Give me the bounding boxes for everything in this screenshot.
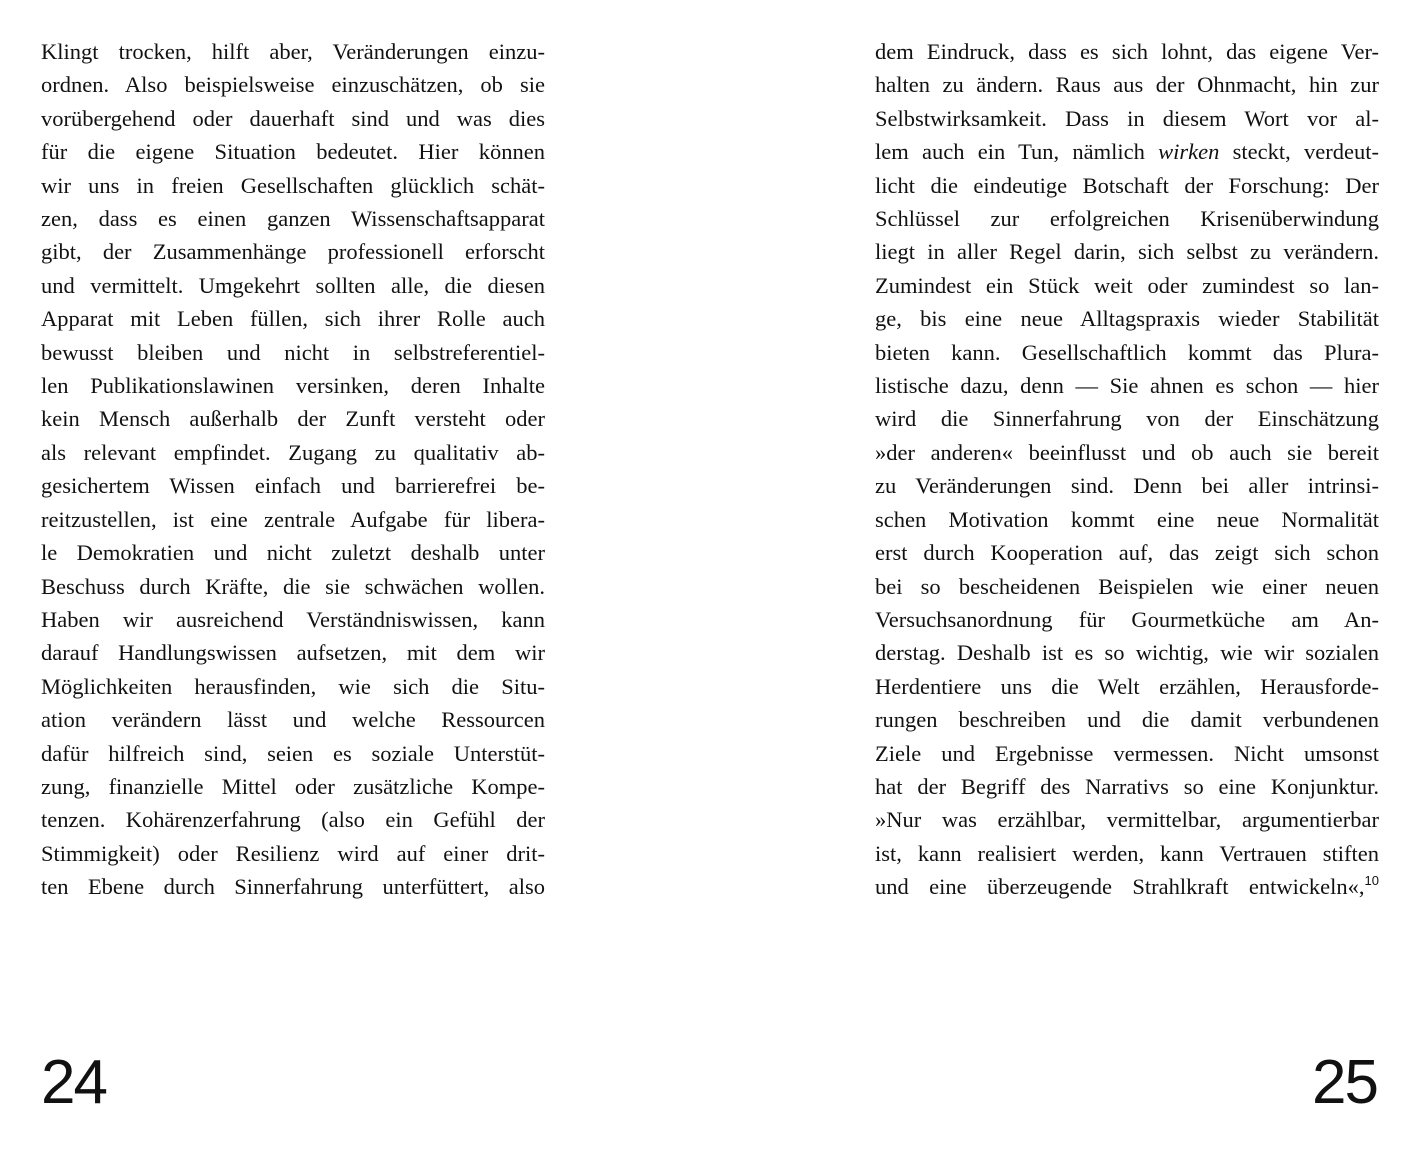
- text-line: halten zu ändern. Raus aus der Ohnmacht, hin zur: [875, 72, 1379, 98]
- text-line: ist, kann realisiert werden, kann Vertrauen stiften: [875, 840, 1379, 866]
- right-page-number: 25: [1312, 1048, 1377, 1117]
- text-line: wird die Sinnerfahrung von der Einschätzung: [875, 406, 1379, 432]
- text-line: Ziele und Ergebnisse vermessen. Nicht umsonst: [875, 740, 1379, 766]
- text-line: ge, bis eine neue Alltagspraxis wieder Stabilität: [875, 306, 1379, 332]
- italic-term: wirken: [1158, 139, 1220, 165]
- text-line: zen, dass es einen ganzen Wissenschaftsapparat: [41, 206, 545, 232]
- text-line: als relevant empfindet. Zugang zu qualitativ ab-: [41, 439, 545, 465]
- text-line: gesichertem Wissen einfach und barrierefrei be-: [41, 473, 545, 499]
- text-line: schen Motivation kommt eine neue Normalität: [875, 506, 1379, 532]
- text-line: Versuchsanordnung für Gourmetküche am An-: [875, 606, 1379, 632]
- text-line: le Demokratien und nicht zuletzt deshalb unter: [41, 540, 545, 566]
- text-line: dem Eindruck, dass es sich lohnt, das eigene Ver-: [875, 39, 1379, 64]
- text-line: wir uns in freien Gesellschaften glücklich schät-: [41, 172, 545, 198]
- text-line: hat der Begriff des Narrativs so eine Konjunktur.: [875, 773, 1379, 799]
- right-page-body-text: [875, 35, 1379, 904]
- text-line: gibt, der Zusammenhänge professionell erforscht: [41, 239, 545, 265]
- text-line-final: [875, 870, 1379, 903]
- text-line: len Publikationslawinen versinken, deren Inhalte: [41, 373, 545, 399]
- text-line: liegt in aller Regel darin, sich selbst zu verändern.: [875, 239, 1379, 265]
- text-line: kein Mensch außerhalb der Zunft versteht oder: [41, 406, 545, 432]
- text-span: und eine überzeugende Strahlkraft entwickeln«,: [875, 874, 1365, 900]
- text-line: bei so bescheidenen Beispielen wie einer neuen: [875, 573, 1379, 599]
- text-line: Haben wir ausreichend Verständniswissen, kann: [41, 606, 545, 632]
- text-line: Klingt trocken, hilft aber, Veränderungen einzu-: [41, 39, 545, 64]
- text-line: ation verändern lässt und welche Ressourcen: [41, 707, 545, 733]
- text-line: Apparat mit Leben füllen, sich ihrer Rolle auch: [41, 306, 545, 332]
- text-line: Selbstwirksamkeit. Dass in diesem Wort vor al-: [875, 105, 1379, 131]
- text-line: Herdentiere uns die Welt erzählen, Herausforde-: [875, 673, 1379, 699]
- text-line: tenzen. Kohärenzerfahrung (also ein Gefühl der: [41, 807, 545, 833]
- text-span: steckt, verdeut-: [1219, 139, 1379, 165]
- text-line: ten Ebene durch Sinnerfahrung unterfüttert, also: [41, 874, 545, 900]
- text-line: zung, finanzielle Mittel oder zusätzliche Kompe-: [41, 773, 545, 799]
- text-line: licht die eindeutige Botschaft der Forschung: Der: [875, 172, 1379, 198]
- text-line: bieten kann. Gesellschaftlich kommt das Plura-: [875, 339, 1379, 365]
- text-line: Schlüssel zur erfolgreichen Krisenüberwindung: [875, 206, 1379, 232]
- left-page-number: 24: [41, 1048, 106, 1117]
- text-line: listische dazu, denn — Sie ahnen es schon — hier: [875, 373, 1379, 399]
- text-line: reitzustellen, ist eine zentrale Aufgabe für libera-: [41, 506, 545, 532]
- text-line: erst durch Kooperation auf, das zeigt sich schon: [875, 540, 1379, 566]
- left-page-body-text: [41, 35, 545, 904]
- text-line: vorübergehend oder dauerhaft sind und was dies: [41, 105, 545, 131]
- text-line: Möglichkeiten herausfinden, wie sich die Situ-: [41, 673, 545, 699]
- text-line: derstag. Deshalb ist es so wichtig, wie wir sozialen: [875, 640, 1379, 666]
- text-span: lem auch ein Tun, nämlich: [875, 139, 1159, 165]
- text-line: »der anderen« beeinflusst und ob auch sie bereit: [875, 439, 1379, 465]
- text-line: rungen beschreiben und die damit verbundenen: [875, 707, 1379, 733]
- right-page: [709, 0, 1418, 1152]
- text-line-with-italic: [875, 135, 1379, 168]
- text-line: Beschuss durch Kräfte, die sie schwächen wollen.: [41, 573, 545, 599]
- text-line: bewusst bleiben und nicht in selbstreferentiel-: [41, 339, 545, 365]
- footnote-marker: 10: [1364, 873, 1379, 889]
- text-line: Zumindest ein Stück weit oder zumindest so lan-: [875, 272, 1379, 298]
- text-line: für die eigene Situation bedeutet. Hier können: [41, 139, 545, 165]
- text-line: ordnen. Also beispielsweise einzuschätzen, ob sie: [41, 72, 545, 98]
- text-line: »Nur was erzählbar, vermittelbar, argumentierbar: [875, 807, 1379, 833]
- text-line: zu Veränderungen sind. Denn bei aller intrinsi-: [875, 473, 1379, 499]
- text-line: darauf Handlungswissen aufsetzen, mit dem wir: [41, 640, 545, 666]
- text-line: Stimmigkeit) oder Resilienz wird auf einer drit-: [41, 840, 545, 866]
- text-line: und vermittelt. Umgekehrt sollten alle, die diesen: [41, 272, 545, 298]
- text-line: dafür hilfreich sind, seien es soziale Unterstüt-: [41, 740, 545, 766]
